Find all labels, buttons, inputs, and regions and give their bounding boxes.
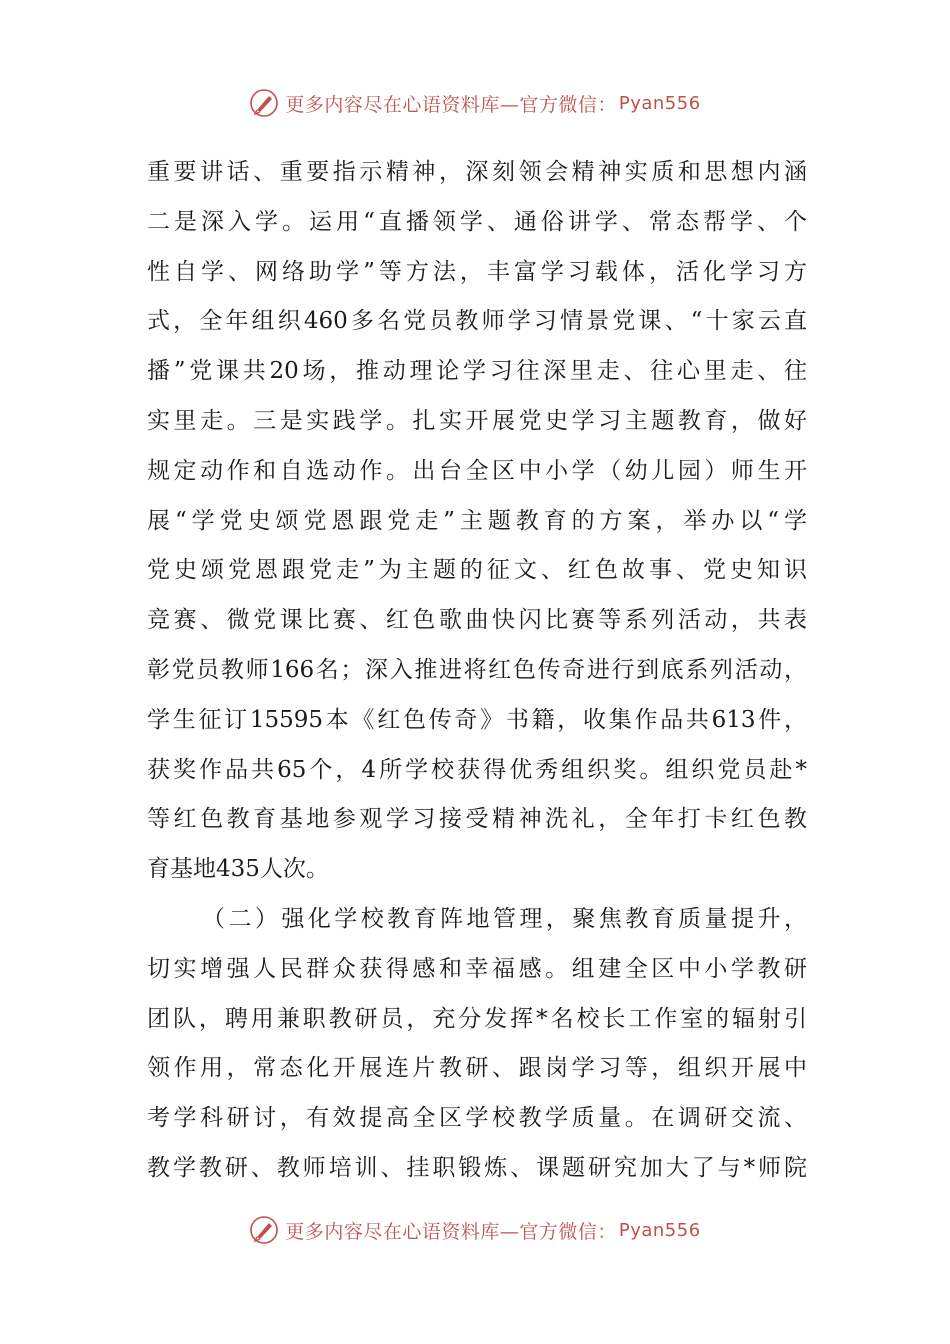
body-line: 实里走。三是实践学。扎实开展党史学习主题教育，做好 <box>147 407 807 434</box>
body-line: 规定动作和自选动作。出台全区中小学（幼儿园）师生开 <box>147 457 807 484</box>
watermark-footer <box>0 1210 950 1250</box>
body-line: 二是深入学。运用“直播领学、通俗讲学、常态帮学、个 <box>147 208 807 235</box>
watermark-header <box>0 83 950 123</box>
watermark-text: 更多内容尽在心语资料库—官方微信： <box>285 1220 617 1243</box>
body-line: 学生征订15595本《红色传奇》书籍，收集作品共613件， <box>147 706 807 733</box>
body-line: 育基地435人次。 <box>147 856 329 883</box>
body-line: 式，全年组织460多名党员教师学习情景党课、“十家云直 <box>147 308 807 335</box>
body-line: 竞赛、微党课比赛、红色歌曲快闪比赛等系列活动，共表 <box>147 607 807 634</box>
watermark-wechat-id: Pyan556 <box>618 1219 701 1241</box>
body-line: 播”党课共20场，推动理论学习往深里走、往心里走、往 <box>147 358 807 385</box>
body-line: 彰党员教师166名；深入推进将红色传奇进行到底系列活动， <box>147 656 807 683</box>
watermark-text: 更多内容尽在心语资料库—官方微信： <box>285 93 617 116</box>
pen-logo-icon <box>249 1215 279 1245</box>
body-line: 性自学、网络助学”等方法，丰富学习载体，活化学习方 <box>147 258 807 285</box>
body-line: 切实增强人民群众获得感和幸福感。组建全区中小学教研 <box>147 955 807 982</box>
body-line: 党史颂党恩跟党走”为主题的征文、红色故事、党史知识 <box>147 557 807 584</box>
watermark-wechat-id: Pyan556 <box>618 92 701 114</box>
body-line: 获奖作品共65个，4所学校获得优秀组织奖。组织党员赴* <box>147 756 807 783</box>
section-heading-line: （二）强化学校教育阵地管理，聚焦教育质量提升， <box>202 905 807 932</box>
body-line: 等红色教育基地参观学习接受精神洗礼，全年打卡红色教 <box>147 806 807 833</box>
body-line: 展“学党史颂党恩跟党走”主题教育的方案，举办以“学 <box>147 507 807 534</box>
body-line: 团队，聘用兼职教研员，充分发挥*名校长工作室的辐射引 <box>147 1005 807 1032</box>
body-line: 考学科研讨，有效提高全区学校教学质量。在调研交流、 <box>147 1105 807 1132</box>
pen-logo-icon <box>249 88 279 118</box>
body-line: 教学教研、教师培训、挂职锻炼、课题研究加大了与*师院 <box>147 1154 807 1181</box>
body-line: 重要讲话、重要指示精神，深刻领会精神实质和思想内涵 <box>147 159 807 185</box>
body-line: 领作用，常态化开展连片教研、跟岗学习等，组织开展中 <box>147 1055 807 1082</box>
document-body <box>147 148 807 1194</box>
